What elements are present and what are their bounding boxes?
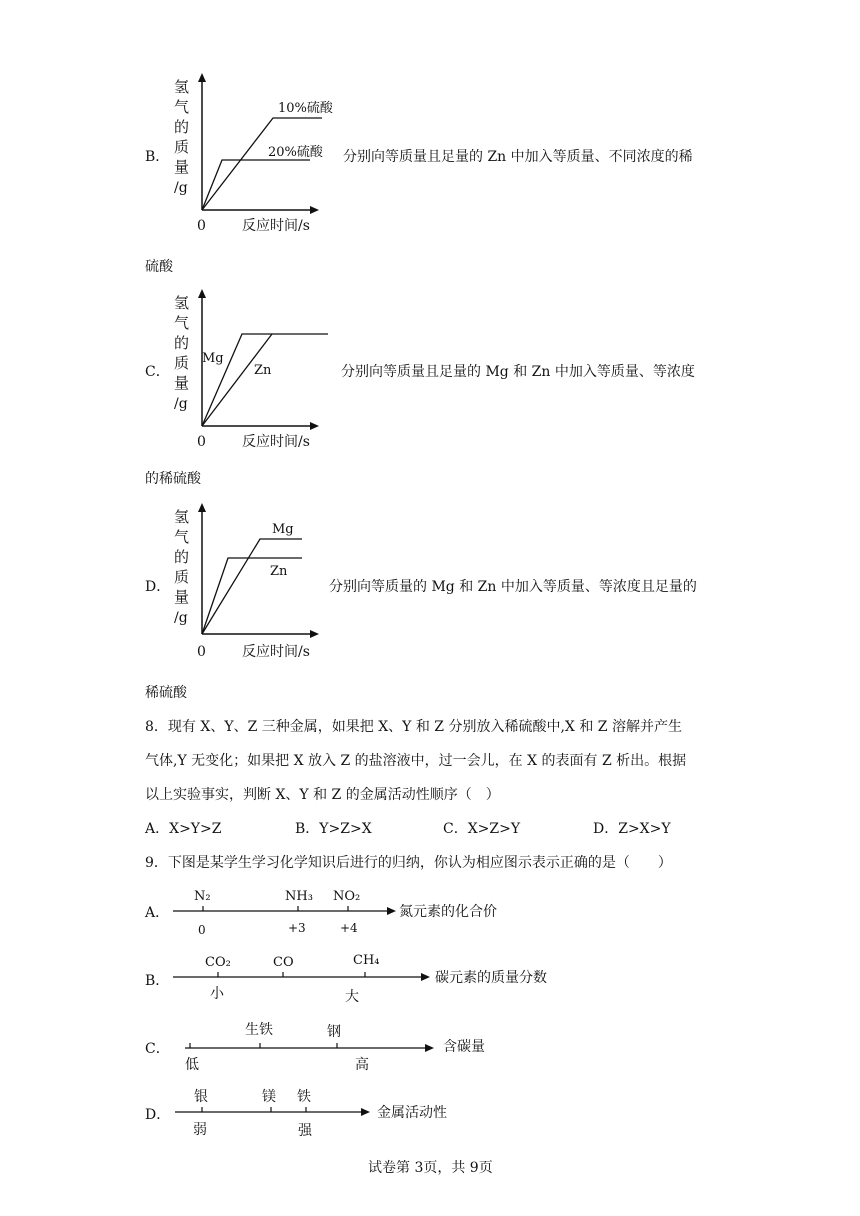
y-label-char: 质 (174, 568, 190, 586)
series-label: Zn (254, 363, 272, 378)
y-label-char: 的 (174, 334, 190, 352)
tick-below-label: 小 (210, 986, 224, 1002)
tick-below-label: +4 (340, 921, 358, 935)
option-c-text-cont: 的稀硫酸 (145, 471, 201, 487)
option-d-letter: D． (145, 579, 171, 595)
origin-label: 0 (197, 434, 206, 450)
tick-below-label: 弱 (193, 1122, 207, 1138)
y-label-char: 气 (174, 98, 190, 116)
tick-above-label: CO (273, 955, 294, 970)
x-axis-label: 反应时间/s (242, 434, 310, 450)
x-axis-arrow (310, 206, 319, 214)
q9-stem: 9．下图是某学生学习化学知识后进行的归纳，你认为相应图示表示正确的是（ ） (145, 855, 672, 871)
origin-label: 0 (197, 644, 206, 660)
series-line-zn (202, 334, 272, 426)
axis-title: 含碳量 (443, 1039, 485, 1055)
y-label-char: 量 (174, 374, 190, 392)
q9-a-axis (165, 880, 515, 940)
y-label-char: 的 (174, 548, 190, 566)
number-line-arrow (421, 973, 430, 981)
series-line-20pct (202, 160, 310, 210)
y-label-char: 气 (174, 314, 190, 332)
option-c-text: 分别向等质量且足量的 Mg 和 Zn 中加入等质量、等浓度 (341, 364, 695, 380)
y-label-char: 量 (174, 588, 190, 606)
y-axis-arrow (198, 503, 206, 512)
y-label-char: /g (174, 396, 188, 412)
q9-c-letter: C． (145, 1041, 170, 1057)
page-footer: 试卷第 3页，共 9页 (368, 1160, 493, 1176)
series-line-mg (202, 539, 302, 634)
y-label-char: 质 (174, 138, 190, 156)
q8-line-1: 8．现有 X、Y、Z 三种金属，如果把 X、Y 和 Z 分别放入稀硫酸中,X 和 Z 溶解并产生 (145, 719, 682, 735)
q9-b-letter: B． (145, 973, 170, 989)
y-label-char: 氢 (174, 508, 190, 526)
option-d-graph (170, 502, 340, 664)
option-d-text-cont: 稀硫酸 (145, 685, 187, 701)
series-line-mg (202, 334, 328, 426)
tick-above-label: N₂ (194, 889, 211, 904)
x-axis-arrow (310, 422, 319, 430)
q9-d-letter: D． (145, 1107, 171, 1123)
option-c-graph (170, 288, 340, 450)
tick-above-label: CO₂ (205, 955, 231, 970)
series-label: Mg (202, 351, 224, 366)
axis-title: 碳元素的质量分数 (435, 970, 547, 986)
q9-b-axis (165, 946, 565, 1008)
option-d-text: 分别向等质量的 Mg 和 Zn 中加入等质量、等浓度且足量的 (329, 579, 697, 595)
option-b-graph (170, 72, 340, 234)
q8-option-d: D．Z>X>Y (593, 821, 671, 837)
q9-d-axis (165, 1082, 495, 1142)
tick-above-label: 银 (194, 1089, 208, 1105)
q8-option-b: B．Y>Z>X (295, 821, 372, 837)
q8-line-2: 气体,Y 无变化；如果把 X 放入 Z 的盐溶液中，过一会儿，在 X 的表面有 Z 析出。根据 (145, 753, 687, 769)
q8-option-a: A．X>Y>Z (145, 821, 222, 837)
tick-above-label: 钢 (327, 1024, 341, 1040)
y-label-char: 质 (174, 354, 190, 372)
y-axis-arrow (198, 73, 206, 82)
number-line-arrow (361, 1108, 370, 1116)
y-label-char: /g (174, 610, 188, 626)
x-axis-label: 反应时间/s (242, 218, 310, 234)
series-label: Mg (272, 522, 294, 537)
tick-above-label: CH₄ (353, 953, 380, 968)
tick-above-label: NO₂ (333, 889, 361, 904)
tick-below-label: 高 (355, 1057, 369, 1073)
axis-title: 氮元素的化合价 (399, 904, 497, 920)
y-axis-arrow (198, 289, 206, 298)
y-label-char: 量 (174, 158, 190, 176)
series-label: Zn (270, 564, 288, 579)
series-label: 20%硫酸 (268, 145, 323, 160)
origin-label: 0 (197, 218, 206, 234)
option-b-text-cont: 硫酸 (145, 259, 173, 275)
y-label-char: /g (174, 180, 188, 196)
tick-below-label: +3 (288, 921, 306, 935)
tick-below-label: 大 (345, 989, 359, 1005)
series-label: 10%硫酸 (278, 101, 333, 116)
number-line-arrow (387, 907, 396, 915)
y-label-char: 氢 (174, 78, 190, 96)
y-label-char: 气 (174, 528, 190, 546)
tick-above-label: 镁 (262, 1089, 276, 1105)
q8-option-c: C．X>Z>Y (443, 821, 521, 837)
q9-c-axis (165, 1014, 545, 1076)
tick-above-label: 铁 (297, 1089, 311, 1105)
tick-above-label: NH₃ (285, 889, 313, 904)
y-label-char: 氢 (174, 294, 190, 312)
x-axis-label: 反应时间/s (242, 644, 310, 660)
tick-below-label: 低 (185, 1057, 199, 1073)
option-c-letter: C． (145, 364, 170, 380)
tick-below-label: 0 (198, 923, 206, 937)
option-b-letter: B． (145, 149, 170, 165)
axis-title: 金属活动性 (377, 1105, 447, 1121)
q8-line-3: 以上实验事实，判断 X、Y 和 Z 的金属活动性顺序（ ） (145, 787, 500, 803)
option-b-text: 分别向等质量且足量的 Zn 中加入等质量、不同浓度的稀 (343, 149, 693, 165)
y-label-char: 的 (174, 118, 190, 136)
tick-above-label: 生铁 (245, 1022, 273, 1038)
number-line-arrow (425, 1044, 434, 1052)
q9-a-letter: A． (145, 905, 170, 921)
x-axis-arrow (310, 630, 319, 638)
tick-below-label: 强 (298, 1123, 312, 1139)
